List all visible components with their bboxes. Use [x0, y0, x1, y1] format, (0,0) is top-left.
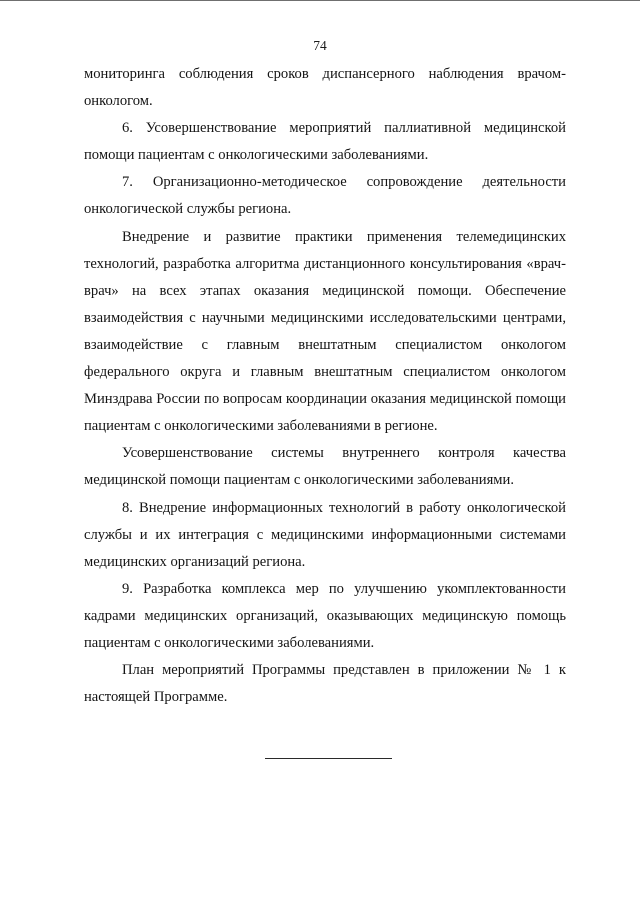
paragraph-monitoring-continuation: мониторинга соблюдения сроков диспансерного наблюдения врачом-онкологом. [84, 66, 566, 110]
paragraph-telemedicine: Внедрение и развитие практики применения телемедицинских технологий, разработка алгоритма дистанционного консультирования «врач-врач» на всех этапах оказания медицинской помощи. Обеспечение взаимодействия с научными медицинскими исследовательскими центрами, взаимодействие с главным внештатным специалистом онкологом федерального округа и главным внештатным специалистом онкологом Минздрава России по вопросам координации оказания медицинской помощи пациентам с онкологическими заболеваниями в регионе. [84, 228, 566, 435]
top-edge-line [0, 0, 640, 1]
paragraph-item-8: 8. Внедрение информационных технологий в работу онкологической службы и их интеграция с медицинскими информационными системами медицинских организаций региона. [84, 499, 566, 570]
paragraph-item-7: 7. Организационно-методическое сопровождение деятельности онкологической службы региона. [84, 174, 566, 218]
document-body [84, 61, 566, 711]
paragraph-quality-control: Усовершенствование системы внутреннего контроля качества медицинской помощи пациентам с онкологическими заболеваниями. [84, 445, 566, 489]
paragraph-item-6: 6. Усовершенствование мероприятий паллиативной медицинской помощи пациентам с онкологическими заболеваниями. [84, 120, 566, 164]
paragraph-item-9: 9. Разработка комплекса мер по улучшению укомплектованности кадрами медицинских организаций, оказывающих медицинскую помощь пациентам с онкологическими заболеваниями. [84, 580, 566, 651]
closing-divider-line [265, 758, 392, 759]
page-number: 74 [313, 38, 327, 53]
paragraph-action-plan: План мероприятий Программы представлен в приложении № 1 к настоящей Программе. [84, 662, 566, 706]
